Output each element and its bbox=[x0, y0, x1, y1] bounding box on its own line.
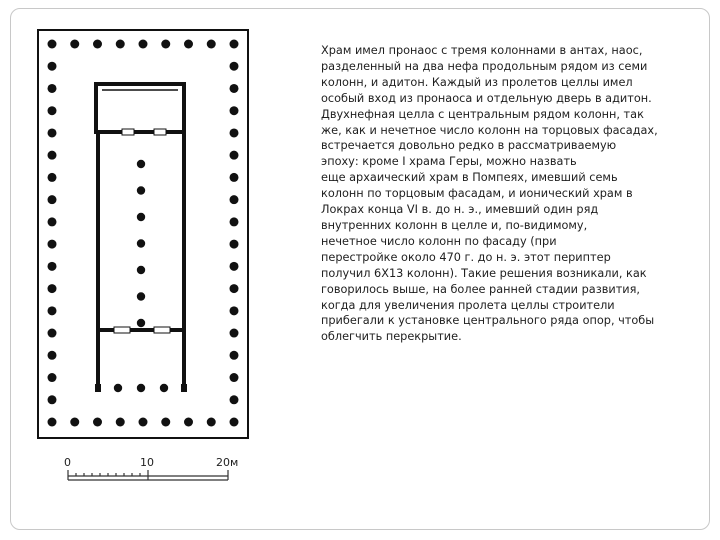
text-line: эпоху: кроме I храма Геры, можно назвать bbox=[321, 155, 577, 169]
peristyle-column bbox=[230, 40, 239, 49]
text-line: облегчить перекрытие. bbox=[321, 330, 462, 344]
scale-label-10: 10 bbox=[140, 456, 154, 469]
text-line: Локрах конца VI в. до н. э., имевший один ряд bbox=[321, 203, 599, 217]
scale-labels bbox=[64, 456, 238, 469]
cella-walls bbox=[96, 84, 184, 388]
peristyle-column bbox=[230, 329, 239, 338]
text-line: внутренних колонн в целле и, по-видимому, bbox=[321, 218, 588, 232]
scale-label-0: 0 bbox=[64, 456, 71, 469]
peristyle-column bbox=[48, 284, 57, 293]
peristyle-column bbox=[48, 217, 57, 226]
peristyle-column bbox=[48, 418, 57, 427]
peristyle-colonnade bbox=[48, 40, 239, 427]
pronaos-door-left bbox=[114, 327, 130, 333]
text-line: прибегали к установке центрального ряда опор, чтобы bbox=[321, 314, 655, 328]
peristyle-column bbox=[230, 306, 239, 315]
peristyle-column bbox=[48, 240, 57, 249]
text-line: еще архаический храм в Помпеях, имевший семь bbox=[321, 171, 618, 185]
peristyle-column bbox=[161, 40, 170, 49]
text-line: колонн, и адитон. Каждый из пролетов целлы имел bbox=[321, 75, 633, 89]
pronaos-column bbox=[137, 384, 145, 392]
text-line: нечетное число колонн по фасаду (при bbox=[321, 234, 557, 248]
peristyle-column bbox=[230, 173, 239, 182]
stylobate-outline bbox=[38, 30, 248, 438]
peristyle-column bbox=[48, 351, 57, 360]
peristyle-column bbox=[48, 106, 57, 115]
text-line: разделенный на два нефа продольным рядом из семи bbox=[321, 59, 648, 73]
peristyle-column bbox=[230, 284, 239, 293]
temple-description bbox=[321, 43, 683, 345]
pronaos-column bbox=[114, 384, 122, 392]
peristyle-column bbox=[230, 373, 239, 382]
peristyle-column bbox=[70, 418, 79, 427]
peristyle-column bbox=[230, 262, 239, 271]
peristyle-column bbox=[48, 173, 57, 182]
text-line: получил 6X13 колонн). Такие решения возникали, как bbox=[321, 266, 647, 280]
peristyle-column bbox=[93, 418, 102, 427]
peristyle-column bbox=[139, 40, 148, 49]
interior-column bbox=[137, 186, 145, 194]
peristyle-column bbox=[184, 40, 193, 49]
anta-right bbox=[181, 384, 187, 392]
peristyle-column bbox=[48, 195, 57, 204]
peristyle-column bbox=[207, 418, 216, 427]
peristyle-column bbox=[48, 373, 57, 382]
text-line: говорилось выше, на более ранней стадии развития, bbox=[321, 282, 641, 296]
peristyle-column bbox=[48, 84, 57, 93]
text-line: когда для увеличения пролета целлы строители bbox=[321, 298, 615, 312]
text-line: же, как и нечетное число колонн на торцовых фасадах, bbox=[321, 123, 658, 137]
interior-column bbox=[137, 292, 145, 300]
peristyle-column bbox=[48, 40, 57, 49]
peristyle-column bbox=[230, 395, 239, 404]
text-line: колонн по торцовым фасадам, и ионический храм в bbox=[321, 187, 633, 201]
interior-column bbox=[137, 239, 145, 247]
adyton-door-right bbox=[154, 129, 166, 135]
peristyle-column bbox=[116, 418, 125, 427]
interior-column bbox=[137, 160, 145, 168]
peristyle-column bbox=[207, 40, 216, 49]
peristyle-column bbox=[230, 195, 239, 204]
peristyle-column bbox=[93, 40, 102, 49]
interior-column bbox=[137, 213, 145, 221]
peristyle-column bbox=[48, 151, 57, 160]
text-line: перестройке около 470 г. до н. э. этот периптер bbox=[321, 250, 611, 264]
peristyle-column bbox=[230, 106, 239, 115]
peristyle-column bbox=[230, 351, 239, 360]
text-line: Храм имел пронаос с тремя колоннами в антах, наос, bbox=[321, 44, 643, 57]
peristyle-column bbox=[48, 62, 57, 71]
pronaos-column bbox=[160, 384, 168, 392]
temple-plan-diagram bbox=[30, 22, 270, 512]
pronaos-columns bbox=[114, 384, 168, 392]
peristyle-column bbox=[48, 262, 57, 271]
peristyle-column bbox=[184, 418, 193, 427]
interior-column bbox=[137, 266, 145, 274]
door-thresholds bbox=[114, 129, 170, 333]
anta-left bbox=[95, 384, 101, 392]
peristyle-column bbox=[70, 40, 79, 49]
peristyle-column bbox=[161, 418, 170, 427]
peristyle-column bbox=[230, 62, 239, 71]
adyton-door-left bbox=[122, 129, 134, 135]
peristyle-column bbox=[230, 84, 239, 93]
pronaos-door-right bbox=[154, 327, 170, 333]
peristyle-column bbox=[48, 128, 57, 137]
peristyle-column bbox=[230, 217, 239, 226]
text-line: особый вход из пронаоса и отдельную дверь в адитон. bbox=[321, 91, 652, 105]
interior-column bbox=[137, 319, 145, 327]
peristyle-column bbox=[230, 151, 239, 160]
interior-colonnade bbox=[137, 160, 145, 327]
peristyle-column bbox=[230, 418, 239, 427]
peristyle-column bbox=[139, 418, 148, 427]
text-line: встречается довольно редко в рассматриваемую bbox=[321, 139, 617, 153]
peristyle-column bbox=[230, 240, 239, 249]
peristyle-column bbox=[116, 40, 125, 49]
peristyle-column bbox=[48, 306, 57, 315]
text-line: Двухнефная целла с центральным рядом колонн, так bbox=[321, 107, 644, 121]
scale-label-20: 20м bbox=[216, 456, 239, 469]
peristyle-column bbox=[230, 128, 239, 137]
scale-bar bbox=[68, 470, 228, 480]
peristyle-column bbox=[48, 329, 57, 338]
adyton-wall bbox=[96, 84, 184, 134]
peristyle-column bbox=[48, 395, 57, 404]
